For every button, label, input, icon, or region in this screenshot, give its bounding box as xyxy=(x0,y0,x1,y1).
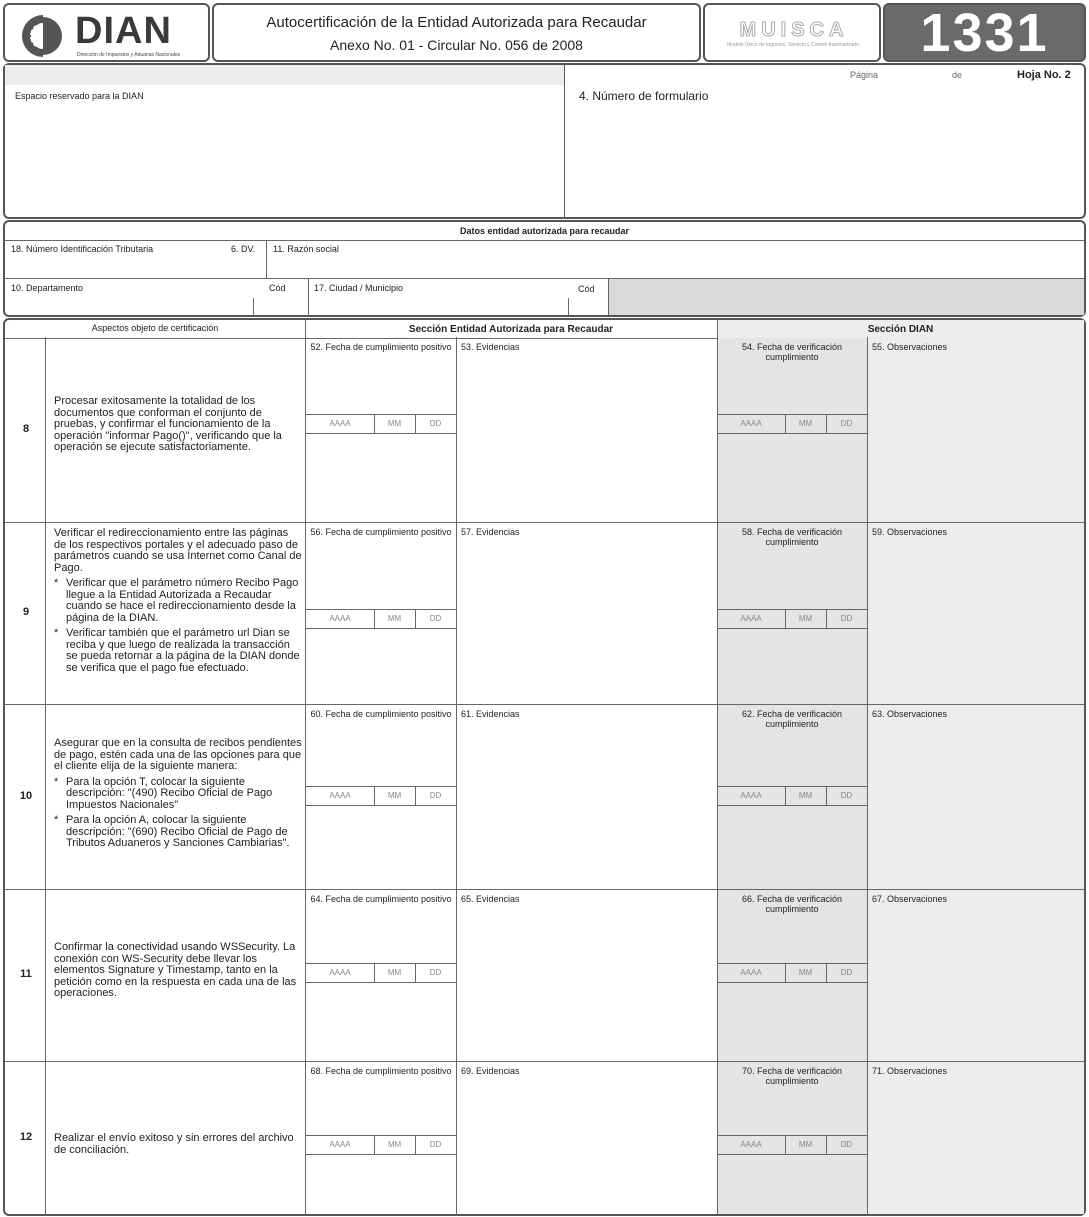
date-year-field[interactable]: AAAA xyxy=(740,791,762,800)
date-day-field[interactable]: DD xyxy=(429,791,442,800)
date-year-field[interactable]: AAAA xyxy=(329,419,351,428)
entity-section-title: Datos entidad autorizada para recaudar xyxy=(459,226,630,236)
dian-logo-box xyxy=(3,3,210,62)
row-number: 10 xyxy=(19,789,33,802)
bullet-star-icon: * xyxy=(54,814,59,826)
description-bullet xyxy=(54,578,302,624)
bullet-text: Verificar también que el parámetro url Dian se reciba y que luego de realizada la transacción se pueda retornar a la página de la DIAN donde se verifica que el pago fue efectuado. xyxy=(66,627,300,674)
date-month-field[interactable]: MM xyxy=(798,1140,813,1149)
date-day-field[interactable]: DD xyxy=(840,791,853,800)
date-bottom-line xyxy=(306,433,456,434)
date-month-field[interactable]: MM xyxy=(798,791,813,800)
fecha-verificacion-label: 66. Fecha de verificación cumplimiento xyxy=(741,894,843,914)
dian-observaciones-area xyxy=(868,1062,1084,1214)
date-month-field[interactable]: MM xyxy=(387,791,402,800)
description-bullet xyxy=(54,777,302,812)
dian-logo-icon xyxy=(19,13,71,59)
muisca-box xyxy=(703,3,881,62)
date-month-field[interactable]: MM xyxy=(387,419,402,428)
date-bottom-line xyxy=(717,628,867,629)
col-divider xyxy=(456,522,457,704)
col-dian-header: Sección DIAN xyxy=(867,324,934,335)
fecha-cumplimiento-label: 52. Fecha de cumplimiento positivo xyxy=(310,342,452,352)
col-divider xyxy=(456,1061,457,1214)
description-text: Realizar el envío exitoso y sin errores del archivo de conciliación. xyxy=(54,1132,294,1156)
observaciones-label: 59. Observaciones xyxy=(872,527,948,537)
fecha-cumplimiento-label: 56. Fecha de cumplimiento positivo xyxy=(310,527,452,537)
nit-label: 18. Número Identificación Tributaria xyxy=(11,244,154,254)
form-number: 1331 xyxy=(920,3,1049,63)
date-year-field[interactable]: AAAA xyxy=(740,614,762,623)
bullet-star-icon: * xyxy=(54,577,59,589)
date-bottom-line xyxy=(717,982,867,983)
col-divider xyxy=(456,337,457,522)
date-year-field[interactable]: AAAA xyxy=(329,968,351,977)
description-text: Confirmar la conectividad usando WSSecurity. La conexión con WS-Security debe llevar los elementos Signature y Timestamp, tanto en la petición como en la respuesta en cada una de las operaciones. xyxy=(54,941,297,999)
date-month-field[interactable]: MM xyxy=(798,968,813,977)
date-day-field[interactable]: DD xyxy=(429,1140,442,1149)
evidencias-label: 57. Evidencias xyxy=(461,527,520,537)
date-day-field[interactable]: DD xyxy=(429,968,442,977)
entity-section xyxy=(3,220,1086,317)
row-description xyxy=(54,738,302,850)
logo-text: DIAN xyxy=(75,10,172,52)
col-entidad-header: Sección Entidad Autorizada para Recaudar xyxy=(408,324,614,335)
date-bottom-line xyxy=(306,982,456,983)
fecha-verificacion-label: 62. Fecha de verificación cumplimiento xyxy=(741,709,843,729)
date-day-field[interactable]: DD xyxy=(429,419,442,428)
date-year-field[interactable]: AAAA xyxy=(329,614,351,623)
muisca-logo: MUISCA xyxy=(739,19,849,41)
de-label: de xyxy=(952,70,963,80)
date-year-field[interactable]: AAAA xyxy=(740,968,762,977)
col-divider xyxy=(456,704,457,889)
dian-observaciones-area xyxy=(868,523,1084,704)
date-bottom-line xyxy=(306,628,456,629)
date-month-field[interactable]: MM xyxy=(387,614,402,623)
row-description xyxy=(54,942,302,1000)
razon-social-label: 11. Razón social xyxy=(273,244,339,254)
observaciones-label: 55. Observaciones xyxy=(872,342,948,352)
departamento-label: 10. Departamento xyxy=(11,283,84,293)
dv-label: 6. DV. xyxy=(231,244,256,254)
evidencias-label: 53. Evidencias xyxy=(461,342,520,352)
description-bullet xyxy=(54,628,302,674)
row-number: 11 xyxy=(20,968,32,980)
bullet-star-icon: * xyxy=(54,627,59,639)
description-text: Asegurar que en la consulta de recibos pendientes de pago, estén cada una de las opciones para que el cliente elija de la siguiente manera: xyxy=(54,737,302,772)
date-day-field[interactable]: DD xyxy=(840,614,853,623)
bullet-star-icon: * xyxy=(54,775,59,788)
logo-subtext: Dirección de Impuestos y Aduanas Nacionales xyxy=(77,52,181,58)
fecha-verificacion-label: 58. Fecha de verificación cumplimiento xyxy=(741,527,843,547)
observaciones-label: 63. Observaciones xyxy=(872,709,948,719)
form-number-box xyxy=(883,3,1086,62)
ciudad-label: 17. Ciudad / Municipio xyxy=(314,283,404,293)
dian-observaciones-area xyxy=(868,890,1084,1061)
dian-observaciones-area xyxy=(868,338,1084,522)
date-bottom-line xyxy=(717,433,867,434)
title-box xyxy=(212,3,701,62)
date-month-field[interactable]: MM xyxy=(798,419,813,428)
muisca-subtext: Modelo Único de Ingresos, Servicio y Control Automatizado xyxy=(727,42,859,48)
date-bottom-line xyxy=(717,805,867,806)
fecha-verificacion-label: 54. Fecha de verificación cumplimiento xyxy=(741,342,843,362)
bullet-text: Para la opción T, colocar la siguiente descripción: "(490) Recibo Oficial de Pago Impuestos Nacionales" xyxy=(66,775,273,811)
evidencias-label: 69. Evidencias xyxy=(461,1066,520,1076)
evidencias-label: 61. Evidencias xyxy=(461,709,520,719)
date-month-field[interactable]: MM xyxy=(387,968,402,977)
fecha-verificacion-label: 70. Fecha de verificación cumplimiento xyxy=(741,1066,843,1086)
row-description xyxy=(54,1133,302,1156)
reserved-label: Espacio reservado para la DIAN xyxy=(15,91,144,101)
date-year-field[interactable]: AAAA xyxy=(329,791,351,800)
description-text: Procesar exitosamente la totalidad de los documentos que conforman el conjunto de pruebas, y confirmar el funcionamiento de la operación "informar Pago()", verificando que la operación se ejecute satisfactoriamente. xyxy=(54,395,282,453)
col-divider xyxy=(456,889,457,1061)
cod-ciudad-label: Cód xyxy=(578,284,595,294)
date-day-field[interactable]: DD xyxy=(840,419,853,428)
bullet-text: Para la opción A, colocar la siguiente descripción: "(690) Recibo Oficial de Pago de Tributos Aduaneros y Sanciones Cambiarias". xyxy=(66,814,290,849)
evidencias-label: 65. Evidencias xyxy=(461,894,520,904)
date-day-field[interactable]: DD xyxy=(840,1140,853,1149)
date-bottom-line xyxy=(306,805,456,806)
form-title-line2: Anexo No. 01 - Circular No. 056 de 2008 xyxy=(330,37,583,53)
bullet-text: Verificar que el parámetro número Recibo Pago llegue a la Entidad Autorizada a Recaudar cuando se hace el redireccionamiento desde la página de la DIAN. xyxy=(66,577,299,624)
observaciones-label: 67. Observaciones xyxy=(872,894,948,904)
col-aspectos-header: Aspectos objeto de certificación xyxy=(91,323,219,333)
dian-observaciones-area xyxy=(868,705,1084,889)
description-text: Verificar el redireccionamiento entre las páginas de los respectivos portales y el adecuado paso de parámetros cuando se usa Internet como Canal de Pago. xyxy=(54,527,302,574)
top-section xyxy=(3,63,1086,219)
row-number: 8 xyxy=(22,422,30,435)
date-day-field[interactable]: DD xyxy=(840,968,853,977)
description-bullet xyxy=(54,815,302,850)
date-month-field[interactable]: MM xyxy=(387,1140,402,1149)
cod-depto-label: Cód xyxy=(269,283,286,293)
date-bottom-line xyxy=(306,1154,456,1155)
date-year-field[interactable]: AAAA xyxy=(740,1140,762,1149)
row-number: 9 xyxy=(22,606,30,618)
date-year-field[interactable]: AAAA xyxy=(329,1140,351,1149)
fecha-cumplimiento-label: 68. Fecha de cumplimiento positivo xyxy=(310,1066,452,1076)
fecha-cumplimiento-label: 64. Fecha de cumplimiento positivo xyxy=(310,894,452,904)
form-title-line1: Autocertificación de la Entidad Autorizada para Recaudar xyxy=(266,14,647,31)
row-number: 12 xyxy=(19,1130,33,1143)
row-description xyxy=(54,528,302,674)
observaciones-label: 71. Observaciones xyxy=(872,1066,948,1076)
row-description xyxy=(54,396,302,454)
form-number-label: 4. Número de formulario xyxy=(579,89,709,103)
hoja-label: Hoja No. 2 xyxy=(1017,69,1071,81)
fecha-cumplimiento-label: 60. Fecha de cumplimiento positivo xyxy=(310,709,452,719)
date-day-field[interactable]: DD xyxy=(429,614,442,623)
date-year-field[interactable]: AAAA xyxy=(740,419,762,428)
pagina-label: Página xyxy=(850,70,879,80)
date-month-field[interactable]: MM xyxy=(798,614,813,623)
date-bottom-line xyxy=(717,1154,867,1155)
